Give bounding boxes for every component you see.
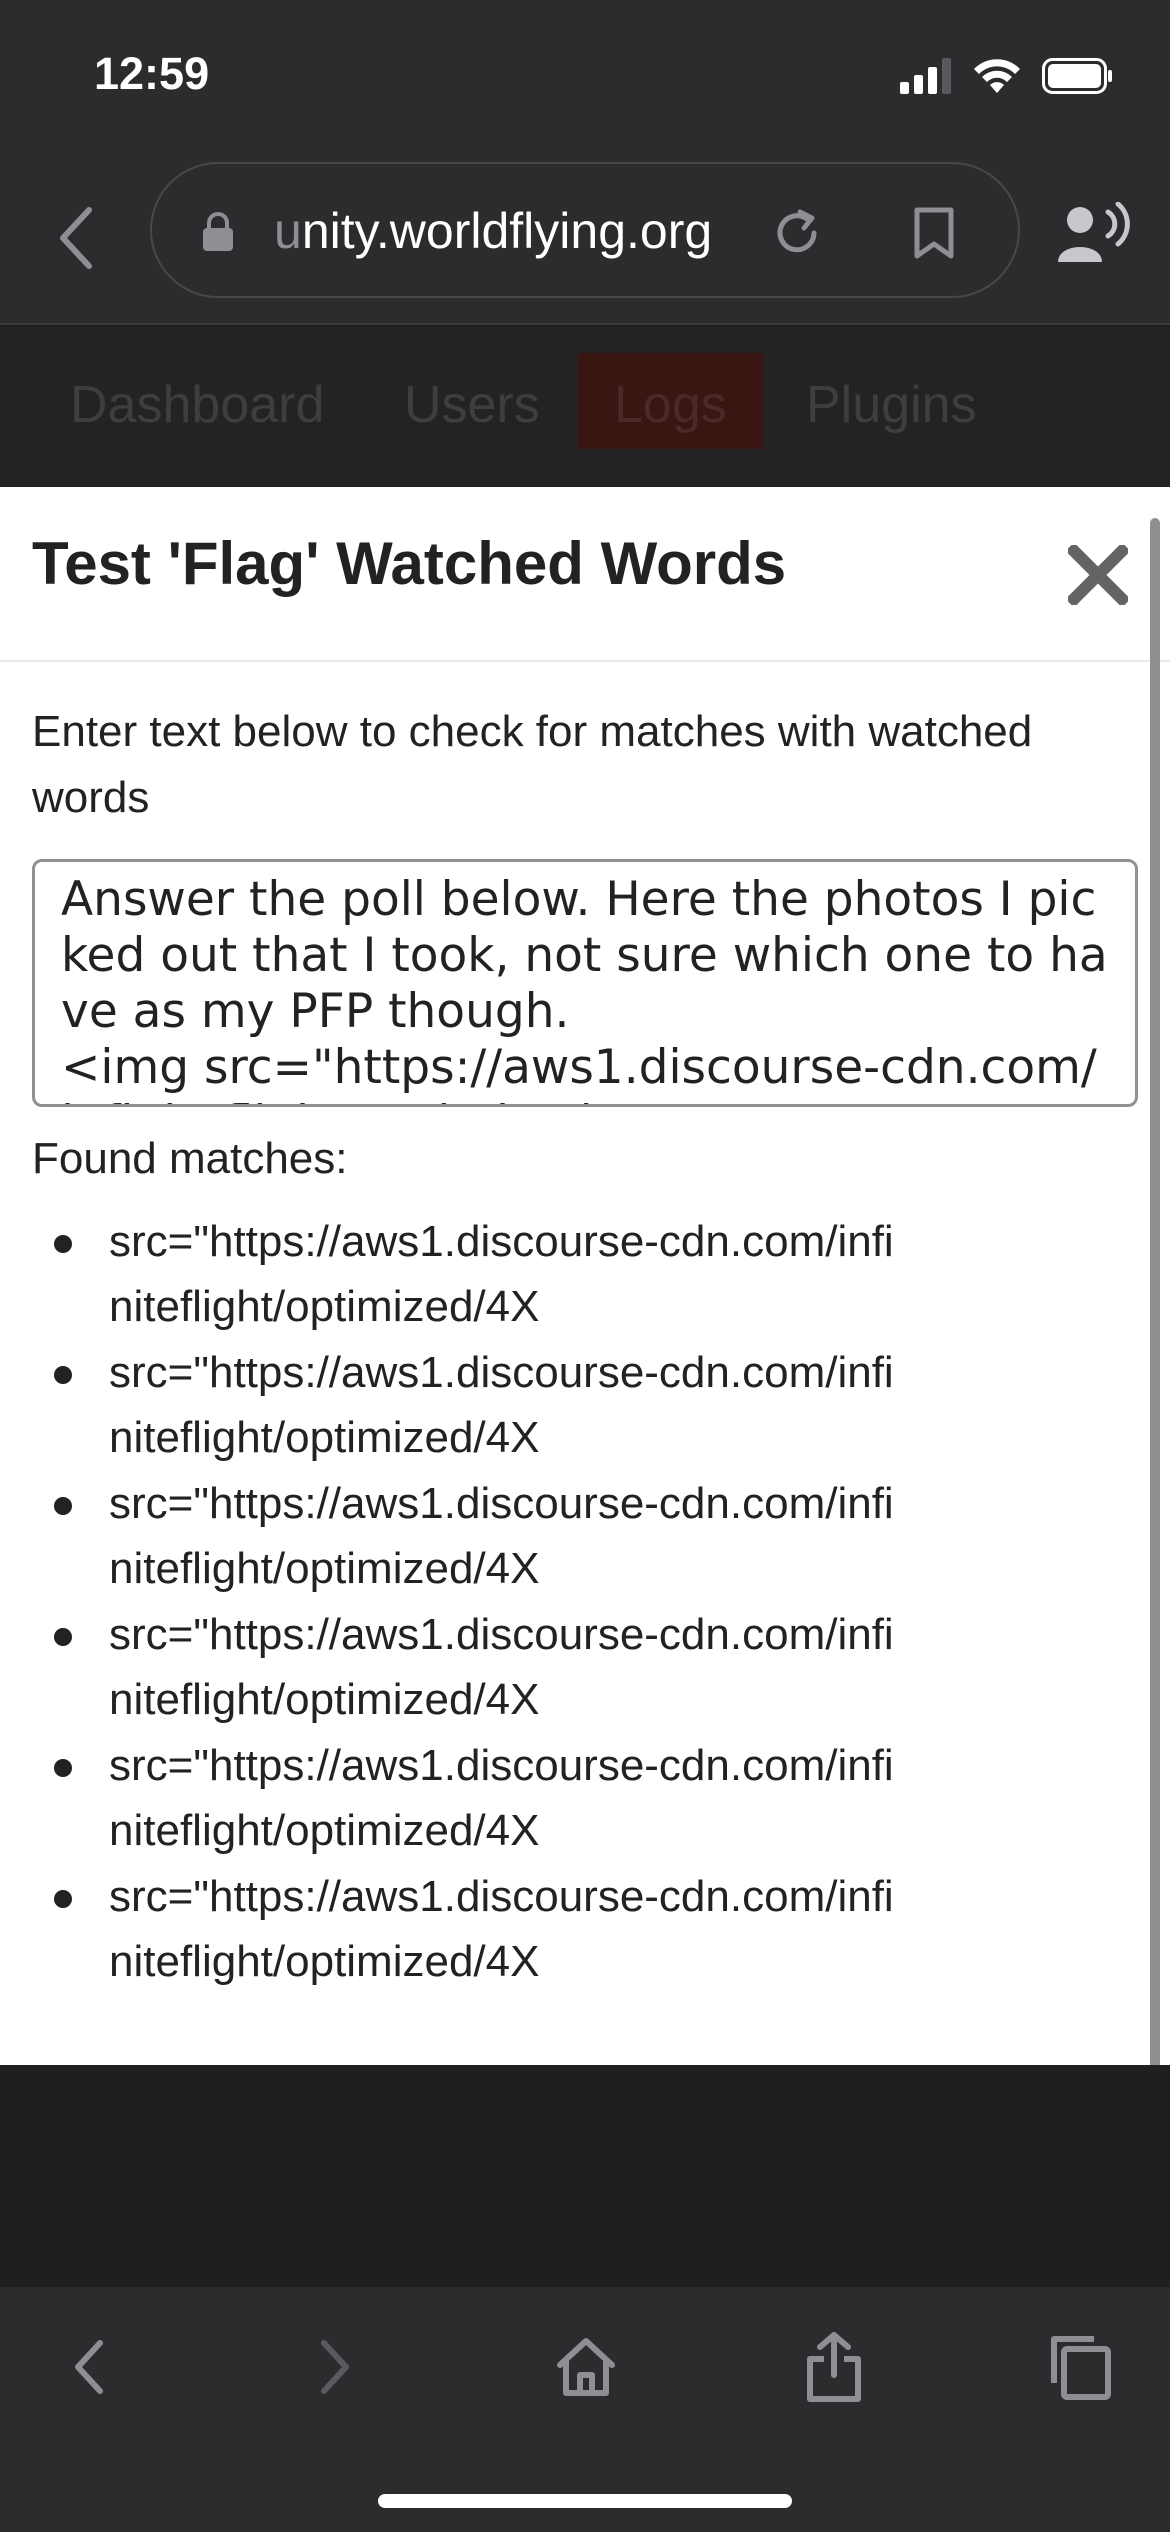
bullet bbox=[54, 1497, 72, 1515]
found-matches-label: Found matches: bbox=[32, 1134, 348, 1183]
share-icon bbox=[804, 2331, 864, 2403]
browser-back-button[interactable] bbox=[50, 198, 100, 278]
reload-icon[interactable] bbox=[772, 208, 822, 258]
chevron-left-icon bbox=[55, 206, 95, 270]
dimmed-page-area bbox=[0, 2065, 1170, 2287]
toolbar-back-button[interactable] bbox=[48, 2327, 128, 2407]
chevron-right-icon bbox=[316, 2337, 356, 2397]
modal-header bbox=[0, 487, 1170, 662]
battery-icon bbox=[1042, 58, 1114, 94]
tabs-icon bbox=[1048, 2333, 1112, 2401]
home-indicator bbox=[378, 2494, 792, 2508]
bullet bbox=[54, 1366, 72, 1384]
bookmark-icon[interactable] bbox=[912, 206, 956, 260]
bullet bbox=[54, 1759, 72, 1777]
bullet bbox=[54, 1890, 72, 1908]
status-time: 12:59 bbox=[94, 48, 210, 99]
nav-plugins: Plugins bbox=[806, 376, 977, 434]
address-bar[interactable] bbox=[150, 162, 1020, 298]
match-text: src="https://aws1.discourse-cdn.com/infiniteflight/optimized/4X bbox=[109, 1348, 894, 1462]
match-text: src="https://aws1.discourse-cdn.com/infiniteflight/optimized/4X bbox=[109, 1610, 894, 1724]
lock-icon bbox=[200, 212, 236, 252]
nav-users: Users bbox=[404, 376, 540, 434]
toolbar-home-button[interactable] bbox=[546, 2327, 626, 2407]
match-text: src="https://aws1.discourse-cdn.com/infiniteflight/optimized/4X bbox=[109, 1872, 894, 1986]
bullet bbox=[54, 1628, 72, 1646]
match-item bbox=[32, 1602, 1132, 1733]
modal-body bbox=[32, 699, 1142, 1986]
browser-url-area bbox=[0, 150, 1170, 325]
close-button[interactable] bbox=[1060, 537, 1136, 613]
nav-dashboard: Dashboard bbox=[70, 376, 325, 434]
modal-title: Test 'Flag' Watched Words bbox=[32, 530, 787, 597]
match-text: src="https://aws1.discourse-cdn.com/infiniteflight/optimized/4X bbox=[109, 1741, 894, 1855]
nav-logs: Logs bbox=[578, 353, 763, 449]
cellular-signal-icon bbox=[900, 58, 952, 94]
modal-description: Enter text below to check for matches with watched words bbox=[32, 707, 1033, 822]
test-text-input[interactable] bbox=[32, 859, 1138, 1107]
status-icons bbox=[900, 56, 1114, 96]
page-nav bbox=[0, 327, 1170, 487]
toolbar-forward-button[interactable] bbox=[296, 2327, 376, 2407]
bullet bbox=[54, 1235, 72, 1253]
home-icon bbox=[554, 2335, 618, 2399]
toolbar-tabs-button[interactable] bbox=[1040, 2327, 1120, 2407]
close-icon bbox=[1068, 545, 1128, 605]
wifi-icon bbox=[972, 57, 1022, 95]
chevron-left-icon bbox=[68, 2337, 108, 2397]
toolbar-share-button[interactable] bbox=[794, 2327, 874, 2407]
voice-reader-icon[interactable] bbox=[1056, 202, 1130, 266]
match-text: src="https://aws1.discourse-cdn.com/infiniteflight/optimized/4X bbox=[109, 1479, 894, 1593]
url-text-faded: u bbox=[274, 203, 302, 259]
watched-words-test-modal bbox=[0, 487, 1170, 2065]
matches-list bbox=[32, 1209, 1132, 1995]
status-bar bbox=[0, 0, 1170, 150]
match-item bbox=[32, 1733, 1132, 1864]
url-text-main: nity.worldflying.org bbox=[301, 203, 713, 259]
match-item bbox=[32, 1209, 1132, 1340]
match-item bbox=[32, 1864, 1132, 1995]
page-scrollbar[interactable] bbox=[1150, 518, 1160, 2238]
match-text: src="https://aws1.discourse-cdn.com/infiniteflight/optimized/4X bbox=[109, 1217, 894, 1331]
match-item bbox=[32, 1471, 1132, 1602]
match-item bbox=[32, 1340, 1132, 1471]
